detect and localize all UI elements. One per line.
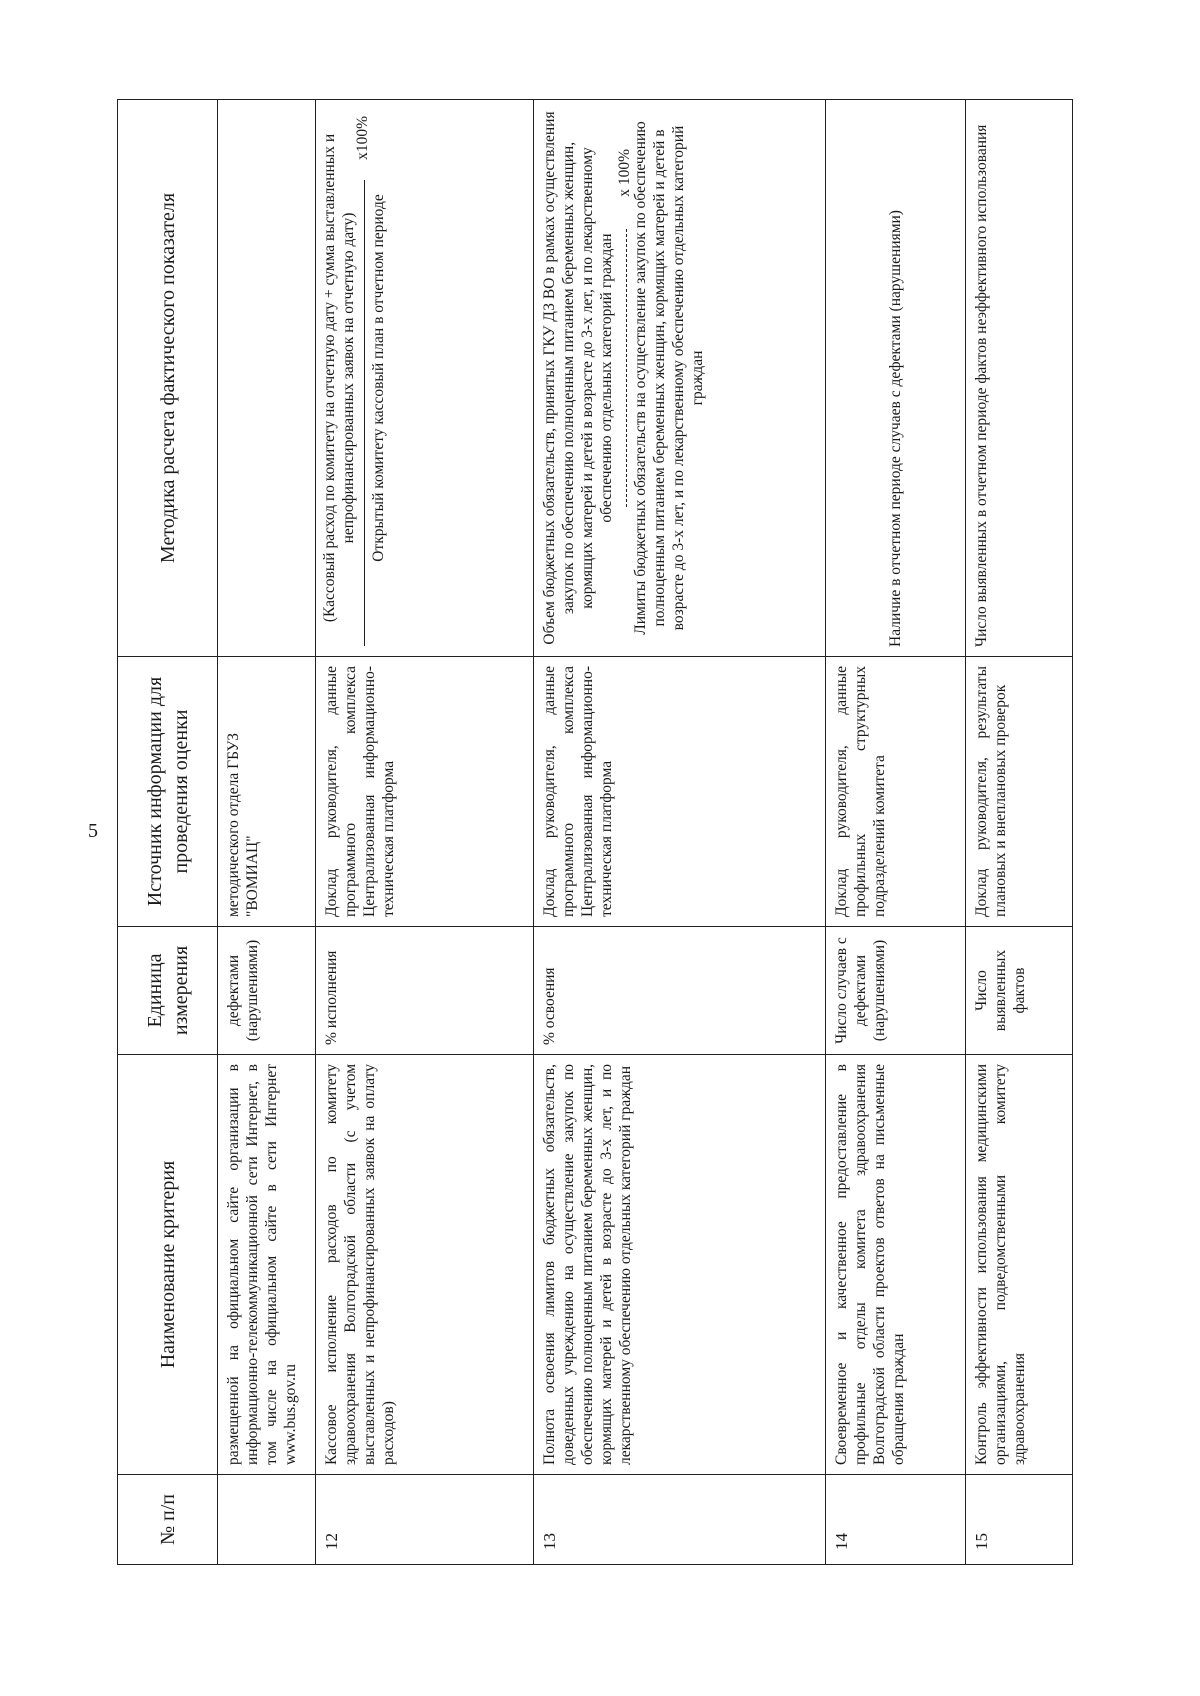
header-unit: Единица измерения bbox=[118, 927, 218, 1055]
unit-cell: % освоения bbox=[534, 927, 826, 1055]
unit-cell: % исполнения bbox=[316, 927, 534, 1055]
row-number: 15 bbox=[966, 1475, 1073, 1565]
header-method: Методика расчета фактического показателя bbox=[118, 100, 218, 657]
criterion-name: размещенной на официальном сайте организации в информационно-телекоммуникационной сети Интернет, в том числе на официальном сайте в сети Интернет www.bus.gov.ru bbox=[218, 1055, 316, 1475]
row-number: 13 bbox=[534, 1475, 826, 1565]
table-row bbox=[534, 100, 826, 1565]
unit-cell: Число выявленных фактов bbox=[966, 927, 1073, 1055]
method-denominator: Лимиты бюджетных обязательств на осуществление закупок по обеспечению полноценным питанием беременных женщин, кормящих матерей и детей в возрасте до 3-х лет, и по лекарственному обеспечению отдельных категорий граждан bbox=[632, 121, 706, 635]
row-number: 12 bbox=[316, 1475, 534, 1565]
table-row bbox=[826, 100, 966, 1565]
method-cell bbox=[218, 100, 316, 657]
method-cell bbox=[316, 100, 534, 657]
row-number bbox=[218, 1475, 316, 1565]
criterion-name: Контроль эффективности использования медицинскими организациями, подведомственными комитету здравоохранения bbox=[966, 1055, 1073, 1475]
source-cell: методического отдела ГБУЗ "ВОМИАЦ" bbox=[218, 657, 316, 927]
source-cell: Доклад руководителя, данные программного комплекса Централизованная информационно-техническая платформа bbox=[316, 657, 534, 927]
method-cell: Число выявленных в отчетном периоде фактов неэффективного использования bbox=[966, 100, 1073, 657]
criterion-name: Своевременное и качественное предоставление в профильные отделы комитета здравоохранения Волгоградской области проектов ответов на письменные обращения граждан bbox=[826, 1055, 966, 1475]
source-cell: Доклад руководителя, результаты плановых и внеплановых проверок bbox=[966, 657, 1073, 927]
page-number: 5 bbox=[88, 820, 98, 842]
method-cell bbox=[534, 100, 826, 657]
method-cell: Наличие в отчетном периоде случаев с дефектами (нарушениями) bbox=[826, 100, 966, 657]
header-row bbox=[118, 100, 218, 1565]
unit-cell: дефектами (нарушениями) bbox=[218, 927, 316, 1055]
table-row bbox=[966, 100, 1073, 1565]
method-numerator: Объем бюджетных обязательств, принятых ГКУ ДЗ ВО в рамках осуществления закупок по обеспечению полноценным питанием беременных женщин, кормящих матерей и детей в возрасте до 3-х лет, и по лекарственному обеспечению отдельных категорий граждан bbox=[541, 111, 615, 645]
method-multiplier: x 100% bbox=[616, 149, 633, 197]
source-cell: Доклад руководителя, данные профильных структурных подразделений комитета bbox=[826, 657, 966, 927]
fraction-line bbox=[616, 149, 633, 507]
table-row bbox=[316, 100, 534, 1565]
criteria-table bbox=[117, 99, 1073, 1565]
table-row bbox=[218, 100, 316, 1565]
rotated-table-container bbox=[117, 100, 1072, 1565]
method-denominator: Открытый комитету кассовый план в отчетном периоде bbox=[370, 194, 387, 562]
header-source: Источник информации для проведения оценки bbox=[118, 657, 218, 927]
row-number: 14 bbox=[826, 1475, 966, 1565]
method-numerator: (Кассовый расход по комитету на отчетную дату + сумма выставленных и непрофинансированных заявок на отчетную дату) bbox=[321, 133, 357, 623]
header-name: Наименование критерия bbox=[118, 1055, 218, 1475]
method-multiplier: x100% bbox=[354, 116, 371, 160]
criterion-name: Полнота освоения лимитов бюджетных обязательств, доведенных учреждению на осуществление закупок по обеспечению полноценным питанием беременных женщин, кормящих матерей и детей в возрасте до 3-х лет, и по лекарственному обеспечению отдельных категорий граждан bbox=[534, 1055, 826, 1475]
header-no: № п/п bbox=[118, 1475, 218, 1565]
unit-cell: Число случаев с дефектами (нарушениями) bbox=[826, 927, 966, 1055]
source-cell: Доклад руководителя, данные программного комплекса Централизованная информационно-техническая платформа bbox=[534, 657, 826, 927]
fraction-line bbox=[354, 116, 371, 646]
criterion-name: Кассовое исполнение расходов по комитету здравоохранения Волгоградской области (с учетом выставленных и непрофинансированных заявок на оплату расходов) bbox=[316, 1055, 534, 1475]
